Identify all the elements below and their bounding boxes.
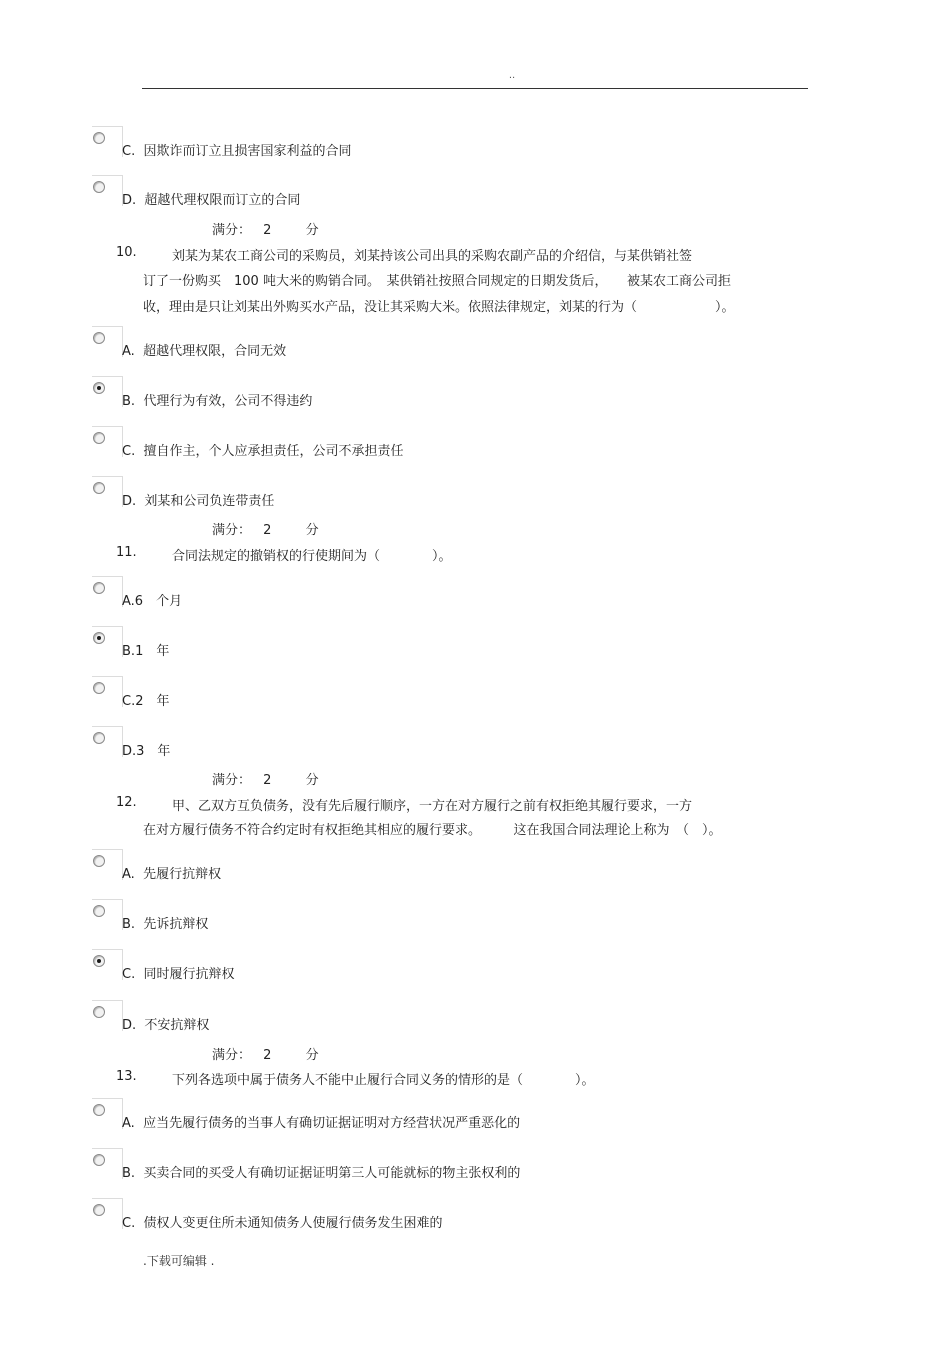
radio-button[interactable] — [90, 626, 122, 658]
q11-option-c[interactable] — [90, 676, 790, 710]
radio-checked-icon — [93, 632, 105, 644]
q13-number: 13. — [116, 1069, 137, 1084]
option-label: 超越代理权限，合同无效 — [143, 344, 287, 359]
q10-score — [212, 519, 319, 538]
q11-score — [212, 769, 319, 788]
score-unit: 分 — [305, 773, 319, 788]
option-letter: A. — [122, 1116, 135, 1131]
radio-button[interactable] — [90, 376, 122, 408]
option-letter: D. — [122, 744, 137, 759]
radio-button[interactable] — [90, 849, 122, 881]
score-label: 满分： — [212, 773, 252, 788]
radio-unchecked-icon — [93, 905, 105, 917]
q12-text-line-2: 在对方履行债务不符合约定时有权拒绝其相应的履行要求。 这在我国合同法理论上称为 （ ）。 — [143, 823, 722, 838]
q9-option-d[interactable] — [90, 175, 790, 209]
radio-unchecked-icon — [93, 1104, 105, 1116]
option-label: 擅自作主，个人应承担责任，公司不承担责任 — [143, 444, 404, 459]
q13-option-b[interactable] — [90, 1148, 790, 1182]
q10-option-b[interactable] — [90, 376, 790, 410]
radio-unchecked-icon — [93, 132, 105, 144]
score-label: 满分： — [212, 223, 252, 238]
option-letter: C. — [122, 444, 136, 459]
radio-button[interactable] — [90, 899, 122, 931]
q12-option-b[interactable] — [90, 899, 790, 933]
score-label: 满分： — [212, 1048, 252, 1063]
radio-unchecked-icon — [93, 582, 105, 594]
q12-option-a[interactable] — [90, 849, 790, 883]
q11-text-line-1: 合同法规定的撤销权的行使期间为（ ）。 — [172, 549, 452, 564]
radio-button[interactable] — [90, 175, 122, 207]
option-letter: D. — [122, 193, 137, 208]
q12-number: 12. — [116, 795, 137, 810]
q9-option-c[interactable] — [90, 126, 790, 160]
q12-option-c[interactable] — [90, 949, 790, 983]
radio-dot — [97, 386, 101, 390]
option-letter: C. — [122, 694, 136, 709]
option-letter: C. — [122, 967, 136, 982]
option-label: 6 个月 — [134, 594, 183, 609]
option-label: 因欺诈而订立且损害国家利益的合同 — [143, 144, 352, 159]
q10-text-line-1: 刘某为某农工商公司的采购员，刘某持该公司出具的采购农副产品的介绍信，与某供销社签 — [172, 249, 693, 264]
radio-checked-icon — [93, 955, 105, 967]
option-letter: A. — [122, 344, 135, 359]
score-unit: 分 — [305, 523, 319, 538]
radio-unchecked-icon — [93, 1154, 105, 1166]
option-letter: B. — [122, 394, 136, 409]
option-label: 先履行抗辩权 — [143, 867, 222, 882]
q9-score — [212, 219, 319, 238]
radio-button[interactable] — [90, 476, 122, 508]
option-label: 刘某和公司负连带责任 — [144, 494, 275, 509]
radio-checked-icon — [93, 382, 105, 394]
radio-unchecked-icon — [93, 432, 105, 444]
footer-note: .下载可编辑 . — [143, 1254, 215, 1268]
q11-number: 11. — [116, 545, 137, 560]
score-value: 2 — [263, 523, 272, 538]
q13-text-line-1: 下列各选项中属于债务人不能中止履行合同义务的情形的是（ ）。 — [172, 1073, 595, 1088]
option-label: 买卖合同的买受人有确切证据证明第三人可能就标的物主张权利的 — [143, 1166, 521, 1181]
radio-button[interactable] — [90, 1148, 122, 1180]
option-label: 3 年 — [136, 744, 171, 759]
score-unit: 分 — [305, 223, 319, 238]
q12-text-line-1: 甲、乙双方互负债务，没有先后履行顺序，一方在对方履行之前有权拒绝其履行要求，一方 — [172, 799, 693, 814]
radio-dot — [97, 636, 101, 640]
q11-option-b[interactable] — [90, 626, 790, 660]
radio-unchecked-icon — [93, 732, 105, 744]
q10-option-c[interactable] — [90, 426, 790, 460]
option-label: 不安抗辩权 — [144, 1018, 210, 1033]
option-label: 债权人变更住所未通知债务人使履行债务发生困难的 — [143, 1216, 443, 1231]
score-value: 2 — [263, 1048, 272, 1063]
radio-unchecked-icon — [93, 332, 105, 344]
option-letter: B. — [122, 917, 136, 932]
radio-button[interactable] — [90, 576, 122, 608]
option-label: 1 年 — [135, 644, 170, 659]
radio-button[interactable] — [90, 126, 122, 158]
q10-text-line-3: 收，理由是只让刘某出外购买水产品，没让其采购大米。依照法律规定，刘某的行为（ ）。 — [143, 300, 735, 315]
score-value: 2 — [263, 223, 272, 238]
option-label: 2 年 — [135, 694, 170, 709]
option-letter: C. — [122, 144, 136, 159]
radio-button[interactable] — [90, 1098, 122, 1130]
option-label: 先诉抗辩权 — [143, 917, 209, 932]
q10-option-d[interactable] — [90, 476, 790, 510]
q12-option-d[interactable] — [90, 1000, 790, 1034]
radio-unchecked-icon — [93, 181, 105, 193]
q10-option-a[interactable] — [90, 326, 790, 360]
radio-unchecked-icon — [93, 482, 105, 494]
radio-button[interactable] — [90, 1000, 122, 1032]
header-dots: .. — [508, 70, 516, 81]
score-unit: 分 — [305, 1048, 319, 1063]
option-label: 超越代理权限而订立的合同 — [144, 193, 301, 208]
radio-button[interactable] — [90, 1198, 122, 1230]
option-letter: A. — [122, 594, 135, 609]
radio-unchecked-icon — [93, 1006, 105, 1018]
header-rule — [142, 88, 808, 89]
radio-button[interactable] — [90, 726, 122, 758]
q13-option-a[interactable] — [90, 1098, 790, 1132]
option-letter: D. — [122, 494, 137, 509]
q12-score — [212, 1044, 319, 1063]
q10-text-line-2: 订了一份购买 100 吨大米的购销合同。 某供销社按照合同规定的日期发货后， 被某农工商公司拒 — [143, 274, 731, 289]
option-label: 应当先履行债务的当事人有确切证据证明对方经营状况严重恶化的 — [143, 1116, 521, 1131]
radio-button[interactable] — [90, 949, 122, 981]
option-letter: D. — [122, 1018, 137, 1033]
radio-dot — [97, 959, 101, 963]
option-letter: C. — [122, 1216, 136, 1231]
option-letter: A. — [122, 867, 135, 882]
q10-number: 10. — [116, 245, 137, 260]
q11-option-d[interactable] — [90, 726, 790, 760]
q13-option-c[interactable] — [90, 1198, 790, 1232]
radio-unchecked-icon — [93, 1204, 105, 1216]
radio-button[interactable] — [90, 676, 122, 708]
option-label: 同时履行抗辩权 — [143, 967, 235, 982]
q11-option-a[interactable] — [90, 576, 790, 610]
score-label: 满分： — [212, 523, 252, 538]
option-label: 代理行为有效，公司不得违约 — [143, 394, 313, 409]
radio-unchecked-icon — [93, 855, 105, 867]
option-letter: B. — [122, 1166, 136, 1181]
option-letter: B. — [122, 644, 136, 659]
radio-button[interactable] — [90, 426, 122, 458]
radio-button[interactable] — [90, 326, 122, 358]
radio-unchecked-icon — [93, 682, 105, 694]
score-value: 2 — [263, 773, 272, 788]
